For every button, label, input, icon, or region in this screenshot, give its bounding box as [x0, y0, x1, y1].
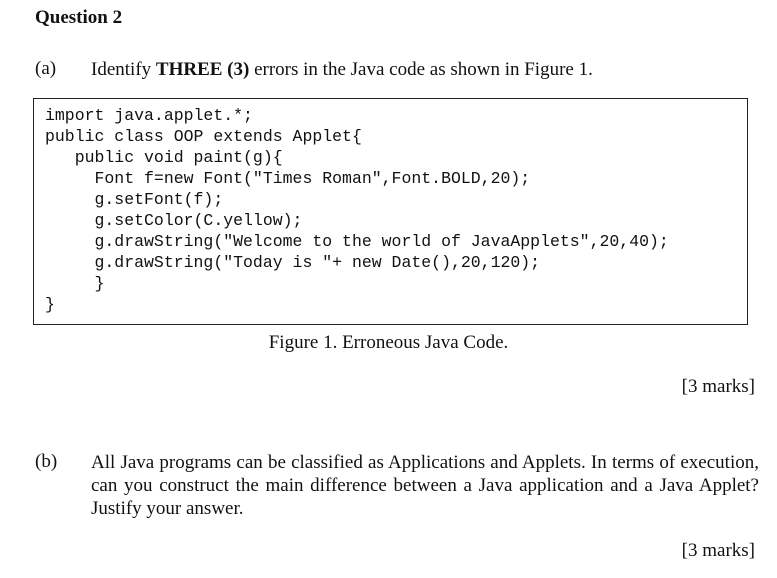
code-line: }: [45, 274, 105, 293]
code-line: g.setFont(f);: [45, 190, 224, 209]
part-a-text-before: Identify: [91, 59, 156, 80]
code-line: public class OOP extends Applet{: [45, 127, 362, 146]
part-a-question: [91, 58, 751, 81]
code-line: public void paint(g){: [45, 148, 283, 167]
code-line: import java.applet.*;: [45, 106, 253, 125]
code-line: g.setColor(C.yellow);: [45, 211, 303, 230]
part-a-marks: [3 marks]: [681, 376, 755, 397]
question-heading: Question 2: [35, 7, 123, 28]
part-b-question: All Java programs can be classified as Applications and Applets. In terms of execution, can you construct the main difference between a Java application and a Java Applet? Justify your answer.: [91, 452, 759, 519]
code-line: g.drawString("Welcome to the world of JavaApplets",20,40);: [45, 232, 669, 251]
code-line: g.drawString("Today is "+ new Date(),20,120);: [45, 253, 541, 272]
code-line: Font f=new Font("Times Roman",Font.BOLD,20);: [45, 169, 531, 188]
part-a-label: (a): [35, 58, 57, 79]
part-a-text-bold: THREE (3): [155, 59, 250, 80]
part-a-text-after: errors in the Java code as shown in Figure 1.: [249, 59, 593, 80]
code-line: }: [45, 295, 55, 314]
code-figure-box: [33, 98, 748, 325]
part-b-marks: [3 marks]: [681, 540, 755, 561]
part-b-label: (b): [35, 451, 58, 472]
figure-caption: Figure 1. Erroneous Java Code.: [268, 332, 509, 353]
